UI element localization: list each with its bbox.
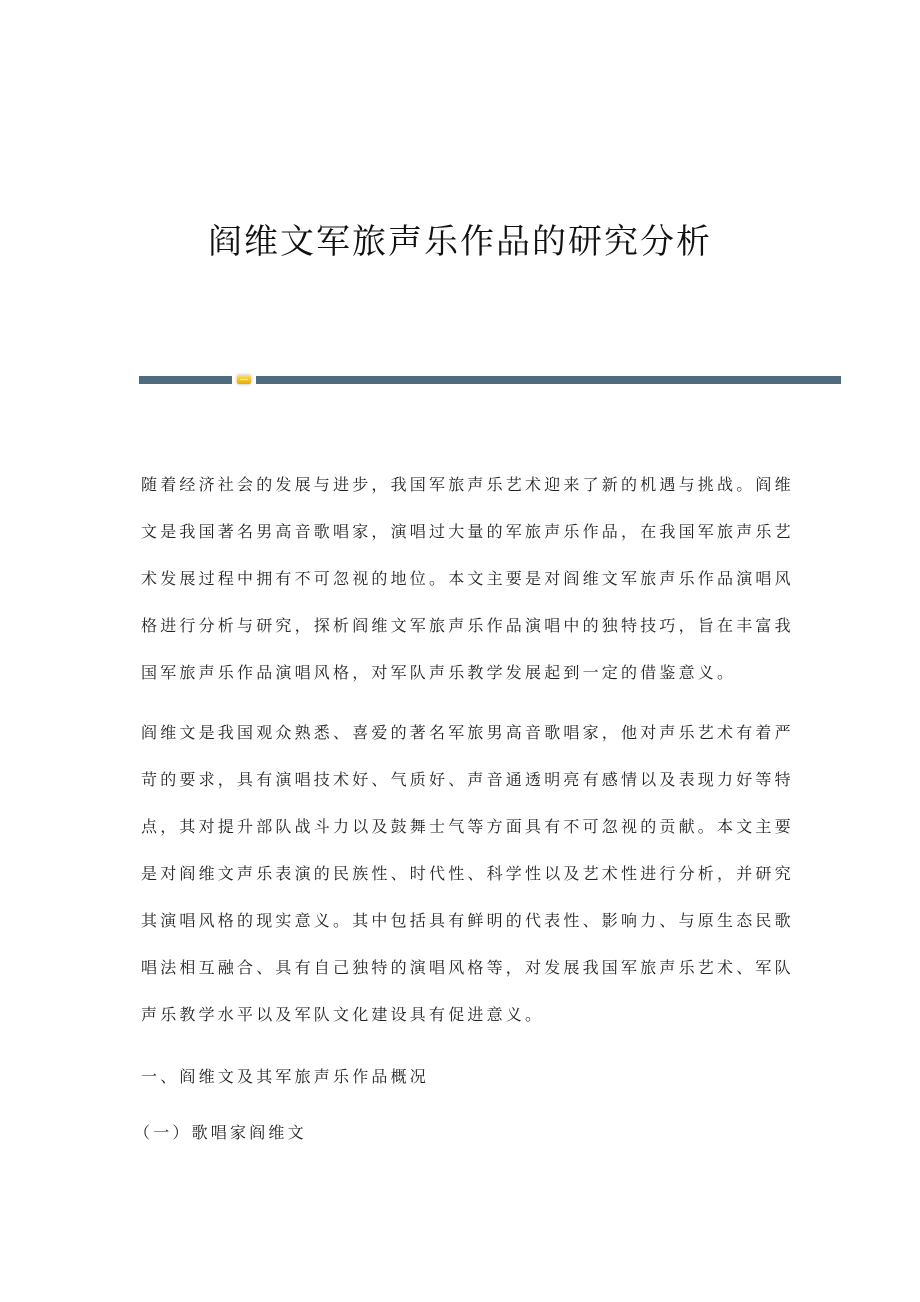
text-line: 文是我国著名男高音歌唱家，演唱过大量的军旅声乐作品，在我国军旅声乐艺: [141, 522, 794, 541]
divider-bar-left: [139, 376, 232, 384]
document-title: 阎维文军旅声乐作品的研究分析: [208, 222, 712, 262]
subsection-heading: （一）歌唱家阎维文: [134, 1123, 307, 1142]
text-line: 阎维文是我国观众熟悉、喜爱的著名军旅男高音歌唱家，他对声乐艺术有着严: [141, 723, 794, 742]
text-line: 术发展过程中拥有不可忽视的地位。本文主要是对阎维文军旅声乐作品演唱风: [141, 569, 794, 588]
section-heading: 一、阎维文及其军旅声乐作品概况: [141, 1067, 430, 1086]
text-line: 唱法相互融合、具有自己独特的演唱风格等，对发展我国军旅声乐艺术、军队: [141, 958, 794, 977]
text-line: 随着经济社会的发展与进步，我国军旅声乐艺术迎来了新的机遇与挑战。阎维: [141, 475, 794, 494]
divider-ornament-icon: [237, 375, 251, 384]
text-line: 苛的要求，具有演唱技术好、气质好、声音通透明亮有感情以及表现力好等特: [141, 770, 794, 789]
paragraph-intro: [141, 473, 801, 708]
divider-bar-right: [256, 376, 841, 384]
text-line: 其演唱风格的现实意义。其中包括具有鲜明的代表性、影响力、与原生态民歌: [141, 911, 794, 930]
text-line: 是对阎维文声乐表演的民族性、时代性、科学性以及艺术性进行分析，并研究: [141, 864, 794, 883]
text-line: 声乐教学水平以及军队文化建设具有促进意义。: [141, 1005, 545, 1024]
text-line: 国军旅声乐作品演唱风格，对军队声乐教学发展起到一定的借鉴意义。: [141, 663, 737, 682]
paragraph-abstract: [141, 721, 801, 1050]
text-line: 点，其对提升部队战斗力以及鼓舞士气等方面具有不可忽视的贡献。本文主要: [141, 817, 794, 836]
text-line: 格进行分析与研究，探析阎维文军旅声乐作品演唱中的独特技巧，旨在丰富我: [141, 616, 794, 635]
